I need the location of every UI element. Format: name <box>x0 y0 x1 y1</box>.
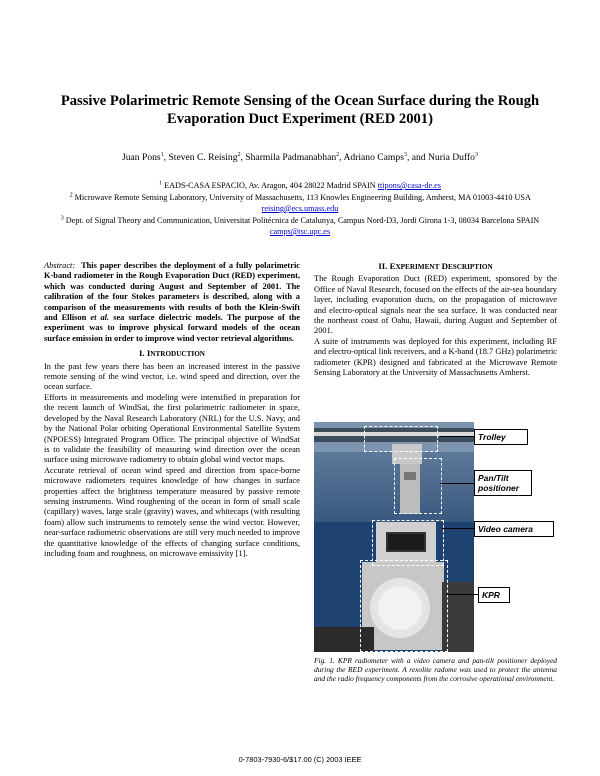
experiment-paragraph-2: A suite of instruments was deployed for this experiment, including RF and electro-optical link receivers, and a K-band (18.7 GHz) polarimetric radiometer (KPR) designed and fabricated at the Microwave Remote Sensing Laboratory at the University of Massachusetts Amherst. <box>314 336 557 378</box>
affiliation-superscript: 3 <box>60 215 64 222</box>
author-superscript: 1 <box>160 151 164 158</box>
section-initial: I <box>146 348 151 359</box>
section-rest: ESCRIPTION <box>447 263 493 271</box>
affiliation-text: Dept. of Signal Theory and Communication, Universitat Politécnica de Catalunya, Campus Nord-D3, Jordi Girona 1-3, 08034 Barcelona SPAIN <box>65 216 540 225</box>
experiment-paragraph-1: The Rough Evaporation Duct (RED) experiment, sponsored by the Office of Naval Research, focused on the effects of the air-sea boundary layer, including evaporation ducts, on the propagation of microwave and electro-optical signals near the sea surface. It was conducted near the northeast coast of Oahu, Hawaii, during August and September of 2001. <box>314 274 557 336</box>
affiliation-superscript: 2 <box>69 192 73 199</box>
abstract <box>44 261 300 344</box>
figure-photo <box>314 422 474 652</box>
affiliation-superscript: 1 <box>159 180 163 187</box>
pantilt-highlight-box <box>394 458 442 514</box>
affiliation-3 <box>40 215 560 237</box>
abstract-text-end: sea surface dielectric models. The purpose of the experiment was to improve physical forward models of the ocean surface emission in order to improve wind vector retrieval algorithms. <box>44 313 301 343</box>
section-heading-introduction <box>44 348 300 359</box>
intro-paragraph-2: Efforts in measurements and modeling were intensified in preparation for the recent launch of WindSat, the first polarimetric radiometer in space, developed by the Naval Research Laboratory (NRL) for the U.S. Navy, and by the National Polar orbiting Operational Environmental Satellite System (NPOESS) Integrated Program Office. The principal objective of WindSat is to validate the feasibility of measuring wind direction over the ocean surface using microwave radiometry to obtain global wind vector maps. <box>44 392 300 465</box>
abstract-label: Abstract: <box>44 261 76 270</box>
right-column <box>314 261 557 378</box>
author-name: Steven C. Reising <box>168 152 238 163</box>
figure-caption: Fig. 1. KPR radiometer with a video camera and pan-tilt positioner deployed during the RED experiment. A rexolite radome was used to protect the antenna and the radio frequency components from the corrosive operational environment. <box>314 656 557 683</box>
kpr-arrow <box>446 594 478 595</box>
trolley-highlight-box <box>364 426 438 452</box>
author-superscript: 3 <box>403 151 407 158</box>
affiliation-list <box>40 180 560 238</box>
trolley-arrow <box>440 436 474 437</box>
pantilt-label: Pan/Tilt positioner <box>474 470 532 496</box>
trolley-label: Trolley <box>474 429 528 445</box>
affiliation-1 <box>40 180 560 191</box>
kpr-label: KPR <box>478 587 510 603</box>
section-rest: XPERIMENT <box>395 263 440 271</box>
author-superscript: 2 <box>336 151 340 158</box>
section-initial: D <box>441 261 448 271</box>
section-initial: E <box>389 261 396 271</box>
author-superscript: 3 <box>474 151 478 158</box>
section-rest: NTRODUCTION <box>150 350 205 359</box>
author-name: and Nuria Duffo <box>411 152 475 163</box>
paper-title: Passive Polarimetric Remote Sensing of the Ocean Surface during the Rough Evaporation Duct Experiment (RED 2001) <box>60 93 540 127</box>
intro-paragraph-3: Accurate retrieval of ocean wind speed and direction from space-borne microwave radiometers requires knowledge of how changes in surface properties affect the brightness temperature measured by passive remote sensing instruments. Wind roughening of the ocean in form of small scale (capillary) waves, large scale (gravity) waves, and whitecaps (with resulting foam) allow such instruments to remotely sense the wind vector. However, near-surface radiometric observations are still very much needed to improve the quantitative knowledge of the effects of changing surface conditions, including foam and roughness, on microwave emissivity [1]. <box>44 465 300 558</box>
left-column <box>44 261 300 559</box>
video-arrow <box>442 528 474 529</box>
section-number: II. <box>378 261 388 271</box>
section-heading-experiment <box>314 261 557 272</box>
video-camera-label: Video camera <box>474 521 554 537</box>
email-link[interactable]: reising@ecs.umass.edu <box>261 204 339 213</box>
pantilt-arrow <box>440 483 474 484</box>
email-link[interactable]: camps@tsc.upc.es <box>269 227 331 236</box>
section-number: I. <box>139 348 145 359</box>
abstract-text: This paper describes the deployment of a fully polarimetric K-band radiometer in the Rough Evaporation Duct (RED) experiment, which was conducted during August and September of 2001. The calibration of the four Stokes parameters is described, along with a comparison of the measurements with results of both the Klein-Swift and Ellison <box>44 261 300 323</box>
author-list: Juan Pons$^1$, Steven C. Reising$^2$, Sharmila Padmanabhan$^2$, Adriano Camps$^3$, and Nuria Duffo$^3$ <box>122 151 478 163</box>
abstract-etal: et al. <box>90 313 110 323</box>
author-name: Juan Pons <box>122 152 161 163</box>
author-name: Sharmila Padmanabhan <box>245 152 337 163</box>
author-name: Adriano Camps <box>343 152 404 163</box>
page-footer: 0-7803-7930-6/$17.00 (C) 2003 IEEE <box>238 755 362 764</box>
affiliation-2 <box>40 192 560 214</box>
author-superscript: 2 <box>237 151 241 158</box>
affiliation-text: EADS-CASA ESPACIO, Av. Aragon, 404 28022 Madrid SPAIN <box>164 181 376 190</box>
kpr-highlight-box <box>360 560 448 652</box>
intro-paragraph-1: In the past few years there has been an increased interest in the passive remote sensing of the wind vector, i.e. wind speed and direction, over the ocean surface. <box>44 361 300 392</box>
affiliation-text: Microwave Remote Sensing Laboratory, University of Massachusetts, 113 Knowles Engineering Building, Amherst, MA 01003-4410 USA <box>74 193 531 202</box>
email-link[interactable]: ttipons@casa-de.es <box>377 181 441 190</box>
